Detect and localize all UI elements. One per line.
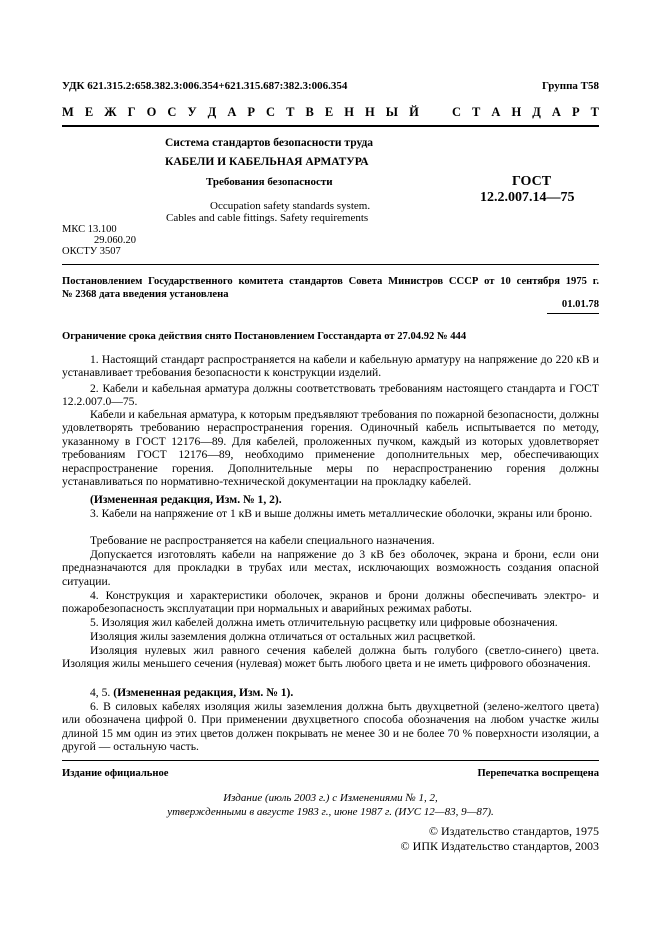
paragraph-4: 4. Конструкция и характеристики оболочек, экранов и брони должны обеспечивать электро- и пожаробезопасность эксплуатации при нормальных и аварийных режимах работы. — [62, 589, 599, 616]
header-divider — [62, 125, 599, 127]
group-label: Группа Т58 — [541, 80, 599, 92]
title-divider — [62, 264, 599, 265]
decree-line2: № 2368 дата введения установлена — [62, 289, 229, 300]
paragraph-3: 3. Кабели на напряжение от 1 кВ и выше должны иметь металлические оболочки, экраны или броню. — [90, 507, 593, 520]
edition-info-line1: Издание (июль 2003 г.) с Изменениями № 1, 2, — [223, 792, 438, 804]
footer-divider — [62, 760, 599, 761]
english-title-line2: Cables and cable fittings. Safety requirements — [166, 212, 369, 224]
official-edition: Издание официальное — [62, 768, 169, 779]
document-subtitle: Требования безопасности — [206, 176, 333, 188]
paragraph-5-ground: Изоляция жилы заземления должна отличаться от остальных жил расцветкой. — [90, 630, 476, 643]
udk-code: УДК 621.315.2:658.382.3:006.354+621.315.687:382.3:006.354 — [62, 80, 348, 92]
limitation-note: Ограничение срока действия снято Постановлением Госстандарта от 27.04.92 № 444 — [62, 331, 467, 342]
mks-code-2: 29.060.20 — [94, 235, 136, 246]
edition-info-line2: утвержденными в августе 1983 г., июне 1987 г. (ИУС 12—83, 9—87). — [167, 806, 494, 818]
amendment-note-4-5-items: 4, 5. — [90, 686, 111, 699]
paragraph-2: 2. Кабели и кабельная арматура должны соответствовать требованиям настоящего стандарта и ГОСТ 12.2.007.0—75. — [62, 382, 599, 409]
okstu-code: ОКСТУ 3507 — [62, 246, 121, 257]
paragraph-1: 1. Настоящий стандарт распространяется на кабели и кабельную арматуру на напряжение до 220 кВ и устанавливает требования безопасности к конструкции изделий. — [62, 353, 599, 380]
decree-line1: Постановлением Государственного комитета стандартов Совета Министров СССР от 10 сентября 1975 г. — [62, 276, 599, 287]
paragraph-3-allowance: Допускается изготовлять кабели на напряжение до 3 кВ без оболочек, экрана и брони, если они предназначаются для прокладки в трубах или местах, исключающих возможность создания опасной ситуации. — [62, 548, 599, 588]
copyright-1: © Издательство стандартов, 1975 — [428, 824, 599, 838]
paragraph-3-exception: Требование не распространяется на кабели специального назначения. — [90, 534, 435, 547]
date-underline — [547, 313, 599, 314]
paragraph-5-neutral: Изоляция нулевых жил равного сечения кабелей должна быть голубого (светло-синего) цвета. Изоляция жилы меньшего сечения (нулевая) может быть любого цвета и не иметь цифрового обозначения. — [62, 644, 599, 671]
amendment-note-4-5-text: (Измененная редакция, Изм. № 1). — [113, 686, 294, 699]
system-title: Система стандартов безопасности труда — [165, 137, 374, 149]
amendment-note-4-5 — [62, 686, 599, 699]
reprint-prohibited: Перепечатка воспрещена — [477, 768, 599, 779]
amendment-note-1-2: (Измененная редакция, Изм. № 1, 2). — [90, 493, 282, 506]
paragraph-5: 5. Изоляция жил кабелей должна иметь отличительную расцветку или цифровые обозначения. — [90, 616, 558, 629]
standard-banner: М Е Ж Г О С У Д А Р С Т В Е Н Н Ы Й С Т А Н Д А Р Т — [62, 105, 599, 119]
gost-label: ГОСТ — [512, 174, 552, 189]
gost-number: 12.2.007.14—75 — [480, 190, 575, 205]
effective-date: 01.01.78 — [561, 299, 599, 310]
paragraph-2-fire: Кабели и кабельная арматура, к которым предъявляют требования по пожарной безопасности, должны удовлетворять требованию нераспространения горения. Одиночный кабель испытывается по методу, указанному в ГОСТ 12176—89. Для кабелей, проложенных пучком, каждый из которых удовлетворяет требованиям ГОСТ 12176—89, необходимо применение дополнительных мер, обеспечивающих нераспространение горения. Дополнительные меры по нераспространению горения должны устанавливаться по нормативно-технической документации на прокладку кабелей. — [62, 408, 599, 489]
mks-code-1: МКС 13.100 — [62, 224, 117, 235]
paragraph-6: 6. В силовых кабелях изоляция жилы заземления должна быть двухцветной (зелено-желтого цвета) или обозначена цифрой 0. При применении двухцветного способа обозначения на любом участке жилы длиной 15 мм один из этих цветов должен покрывать не менее 30 и не более 70 % поверхности изоляции, а другой — остальную часть. — [62, 700, 599, 754]
english-title-line1: Occupation safety standards system. — [210, 200, 371, 212]
copyright-2: © ИПК Издательство стандартов, 2003 — [400, 839, 599, 853]
document-title: КАБЕЛИ И КАБЕЛЬНАЯ АРМАТУРА — [165, 156, 369, 168]
